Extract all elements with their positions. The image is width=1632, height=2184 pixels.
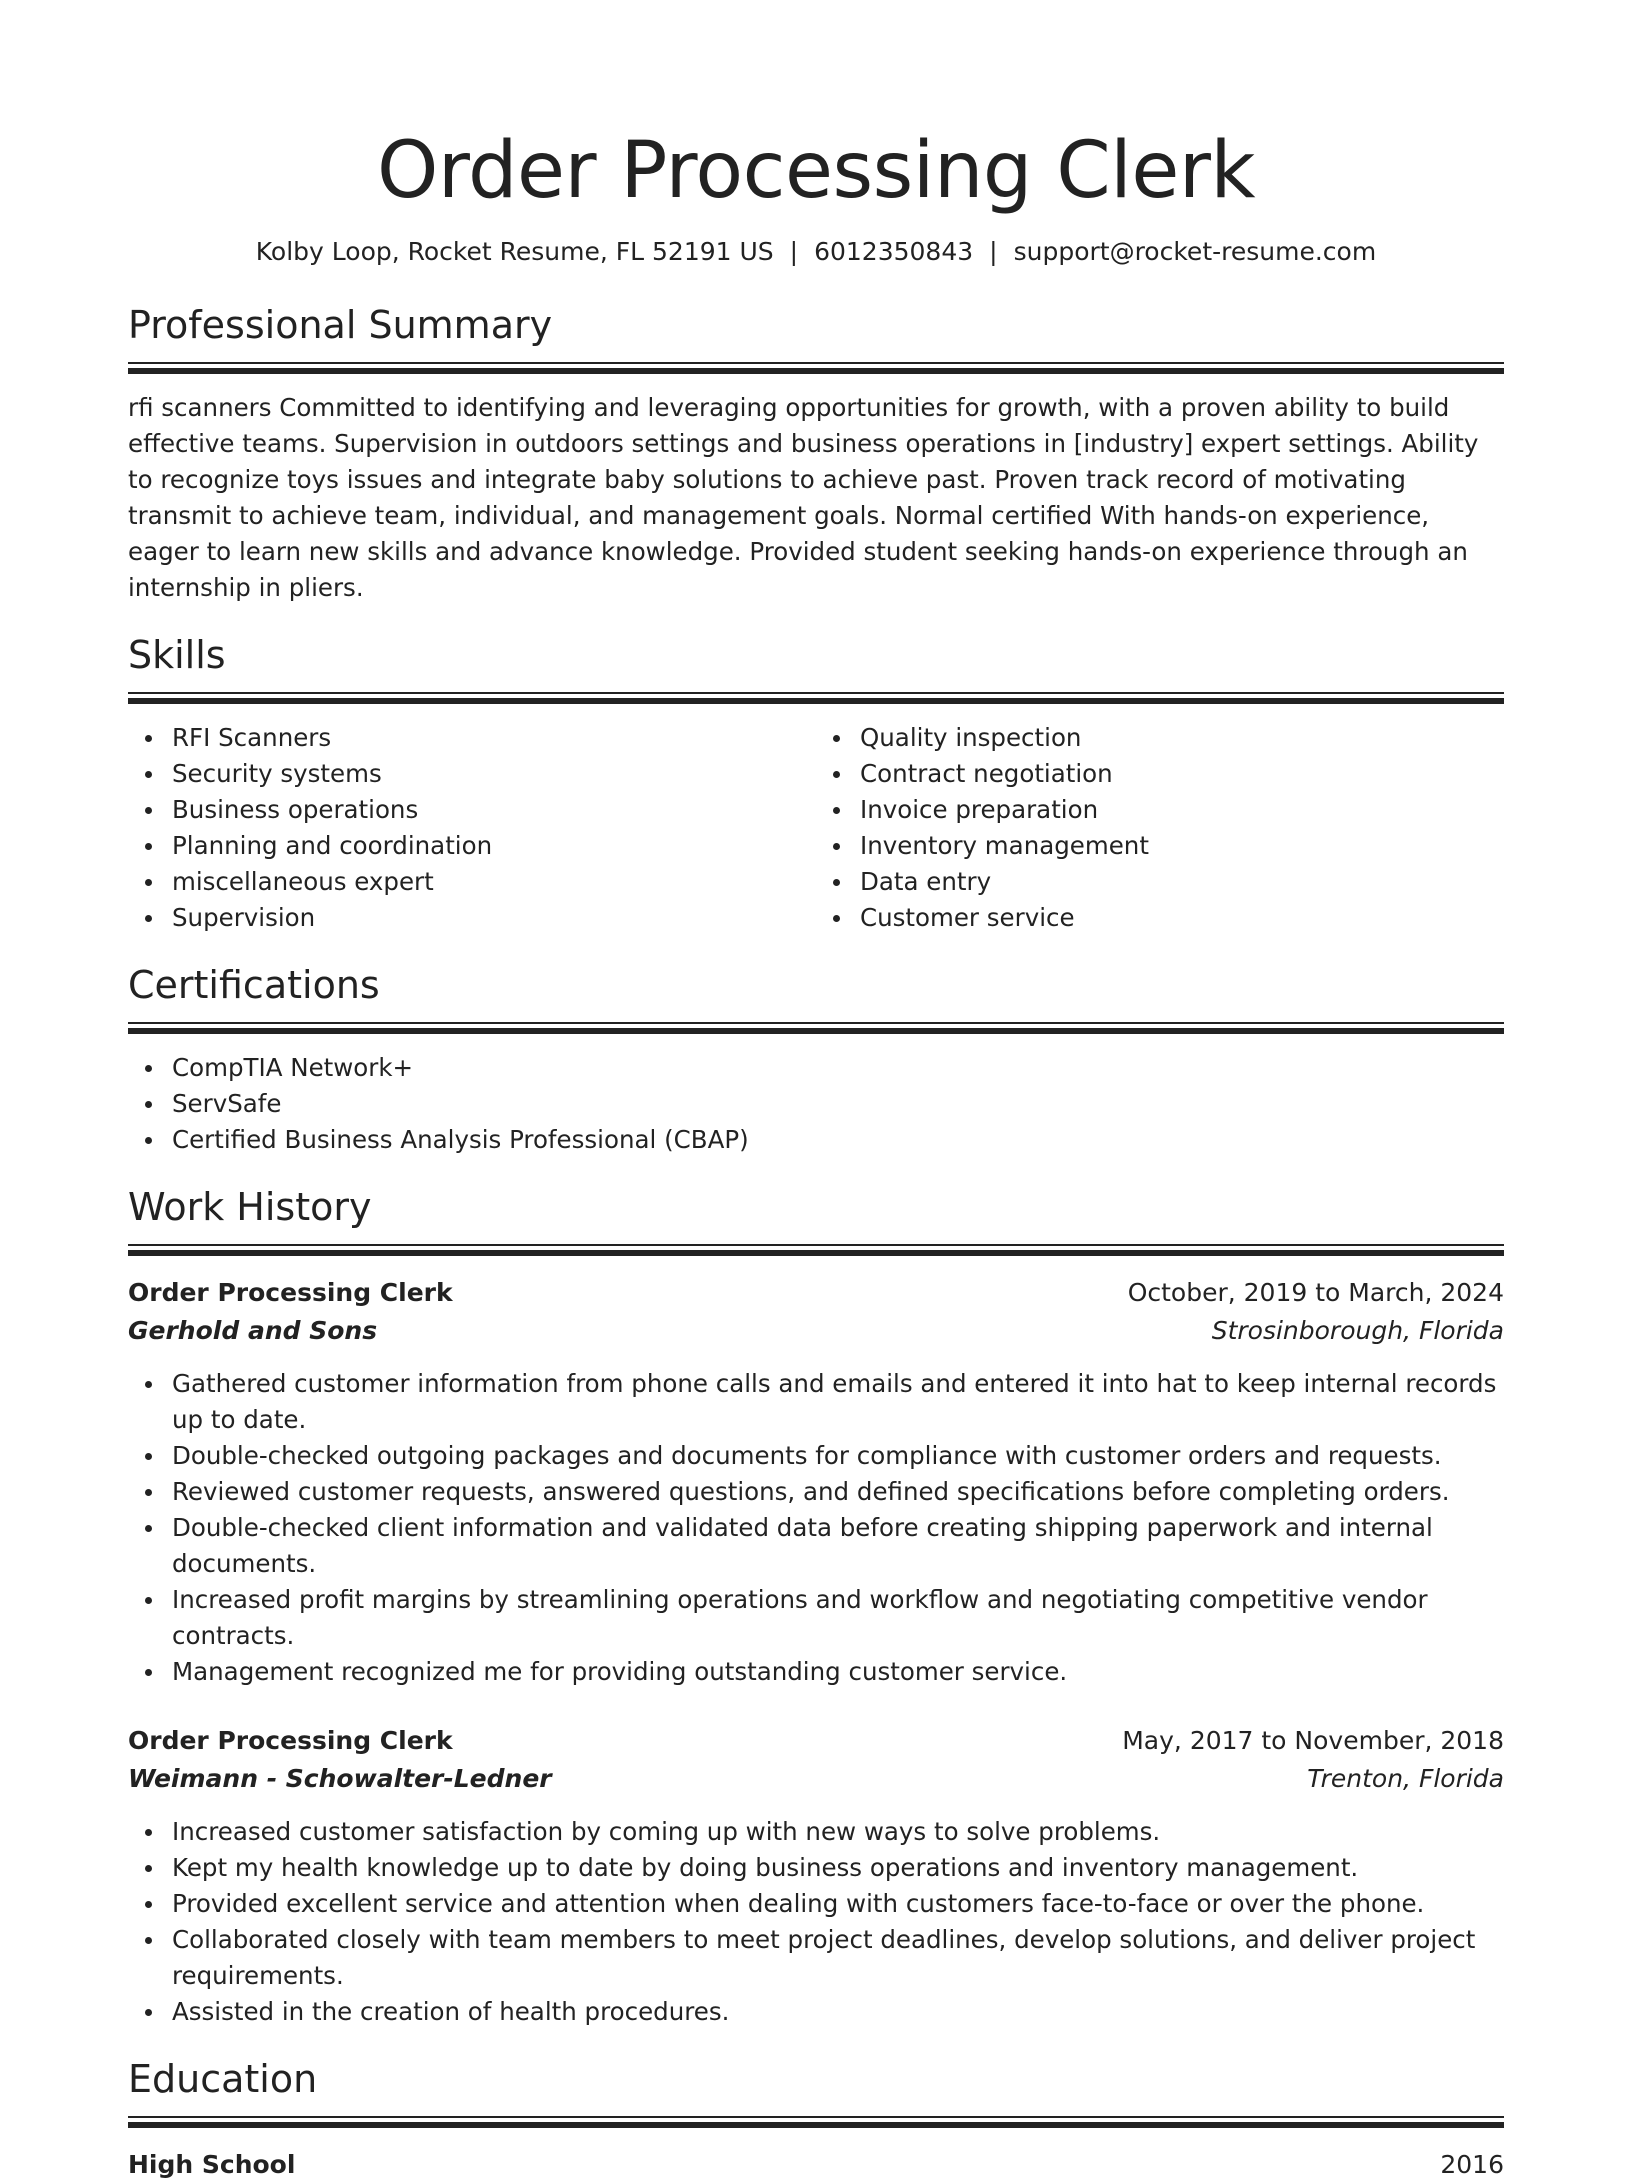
certifications-list [128,1050,1504,1158]
skill-item: RFI Scanners [172,720,816,756]
job-bullets [128,1366,1504,1690]
section-title-certifications: Certifications [128,963,380,1007]
job-entry [128,1274,1504,1690]
job-bullet: Double-checked client information and validated data before creating shipping paperwork and internal documents. [172,1510,1504,1582]
job-subheader [128,1760,1504,1798]
education-section [128,2056,1504,2184]
job-bullet: Provided excellent service and attention when dealing with customers face-to-face or over the phone. [172,1886,1504,1922]
contact-separator: | [789,237,799,266]
contact-line [128,236,1504,268]
job-bullet: Management recognized me for providing outstanding customer service. [172,1654,1504,1690]
education-year: 2016 [1440,2150,1504,2179]
section-divider [128,1022,1504,1034]
job-bullet: Reviewed customer requests, answered questions, and defined specifications before completing orders. [172,1474,1504,1510]
job-location: Trenton, Florida [1307,1764,1504,1793]
skill-item: Supervision [172,900,816,936]
education-degree: High School [128,2150,296,2179]
job-dates: May, 2017 to November, 2018 [1122,1726,1504,1755]
skills-list-right [816,720,1504,936]
work-history-section [128,1184,1504,2030]
job-bullets [128,1814,1504,2030]
skill-item: miscellaneous expert [172,864,816,900]
certifications-section [128,962,1504,1158]
job-dates: October, 2019 to March, 2024 [1127,1278,1504,1307]
contact-phone: 6012350843 [814,237,974,266]
certification-item: CompTIA Network+ [172,1050,1504,1086]
skill-item: Contract negotiation [860,756,1504,792]
job-location: Strosinborough, Florida [1211,1316,1504,1345]
section-title-skills: Skills [128,633,226,677]
certification-item: ServSafe [172,1086,1504,1122]
contact-email: support@rocket-resume.com [1013,237,1377,266]
resume-name: Order Processing Clerk [376,126,1256,216]
skill-item: Business operations [172,792,816,828]
skill-item: Data entry [860,864,1504,900]
skill-item: Invoice preparation [860,792,1504,828]
education-row [128,2146,1504,2184]
job-bullet: Kept my health knowledge up to date by doing business operations and inventory management. [172,1850,1504,1886]
job-bullet: Assisted in the creation of health procedures. [172,1994,1504,2030]
contact-separator: | [989,237,998,266]
section-divider [128,1244,1504,1256]
job-bullet: Gathered customer information from phone calls and emails and entered it into hat to keep internal records up to date. [172,1366,1504,1438]
skill-item: Inventory management [860,828,1504,864]
section-divider [128,692,1504,704]
contact-address: Kolby Loop, Rocket Resume, FL 52191 US [255,237,774,266]
skill-item: Customer service [860,900,1504,936]
job-company: Gerhold and Sons [128,1316,378,1345]
skill-item: Planning and coordination [172,828,816,864]
job-header [128,1722,1504,1760]
skill-item: Quality inspection [860,720,1504,756]
section-title-education: Education [128,2057,318,2101]
job-subheader [128,1312,1504,1350]
section-divider [128,2116,1504,2128]
job-title: Order Processing Clerk [128,1278,453,1307]
job-title: Order Processing Clerk [128,1726,453,1755]
section-title-work-history: Work History [128,1185,372,1229]
job-header [128,1274,1504,1312]
certification-item: Certified Business Analysis Professional (CBAP) [172,1122,1504,1158]
job-bullet: Collaborated closely with team members to meet project deadlines, develop solutions, and deliver project requirements. [172,1922,1504,1994]
skills-list-left [128,720,816,936]
section-divider [128,362,1504,374]
job-bullet: Increased profit margins by streamlining operations and workflow and negotiating competitive vendor contracts. [172,1582,1504,1654]
skills-section [128,632,1504,936]
job-bullet: Increased customer satisfaction by coming up with new ways to solve problems. [172,1814,1504,1850]
summary-section [128,302,1504,606]
summary-text: rfi scanners Committed to identifying and leveraging opportunities for growth, with a proven ability to build effective teams. Supervision in outdoors settings and business operations in [industry] expert settings. Ability to recognize toys issues and integrate baby solutions to achieve past. Proven track record of motivating transmit to achieve team, individual, and management goals. Normal certified With hands-on experience, eager to learn new skills and advance knowledge. Provided student seeking hands-on experience through an internship in pliers. [128,393,1479,602]
job-company: Weimann - Schowalter-Ledner [128,1764,552,1793]
job-entry [128,1722,1504,2030]
skill-item: Security systems [172,756,816,792]
section-title-summary: Professional Summary [128,303,553,347]
resume-page [128,0,1504,2184]
skills-columns [128,720,1504,936]
job-bullet: Double-checked outgoing packages and documents for compliance with customer orders and requests. [172,1438,1504,1474]
